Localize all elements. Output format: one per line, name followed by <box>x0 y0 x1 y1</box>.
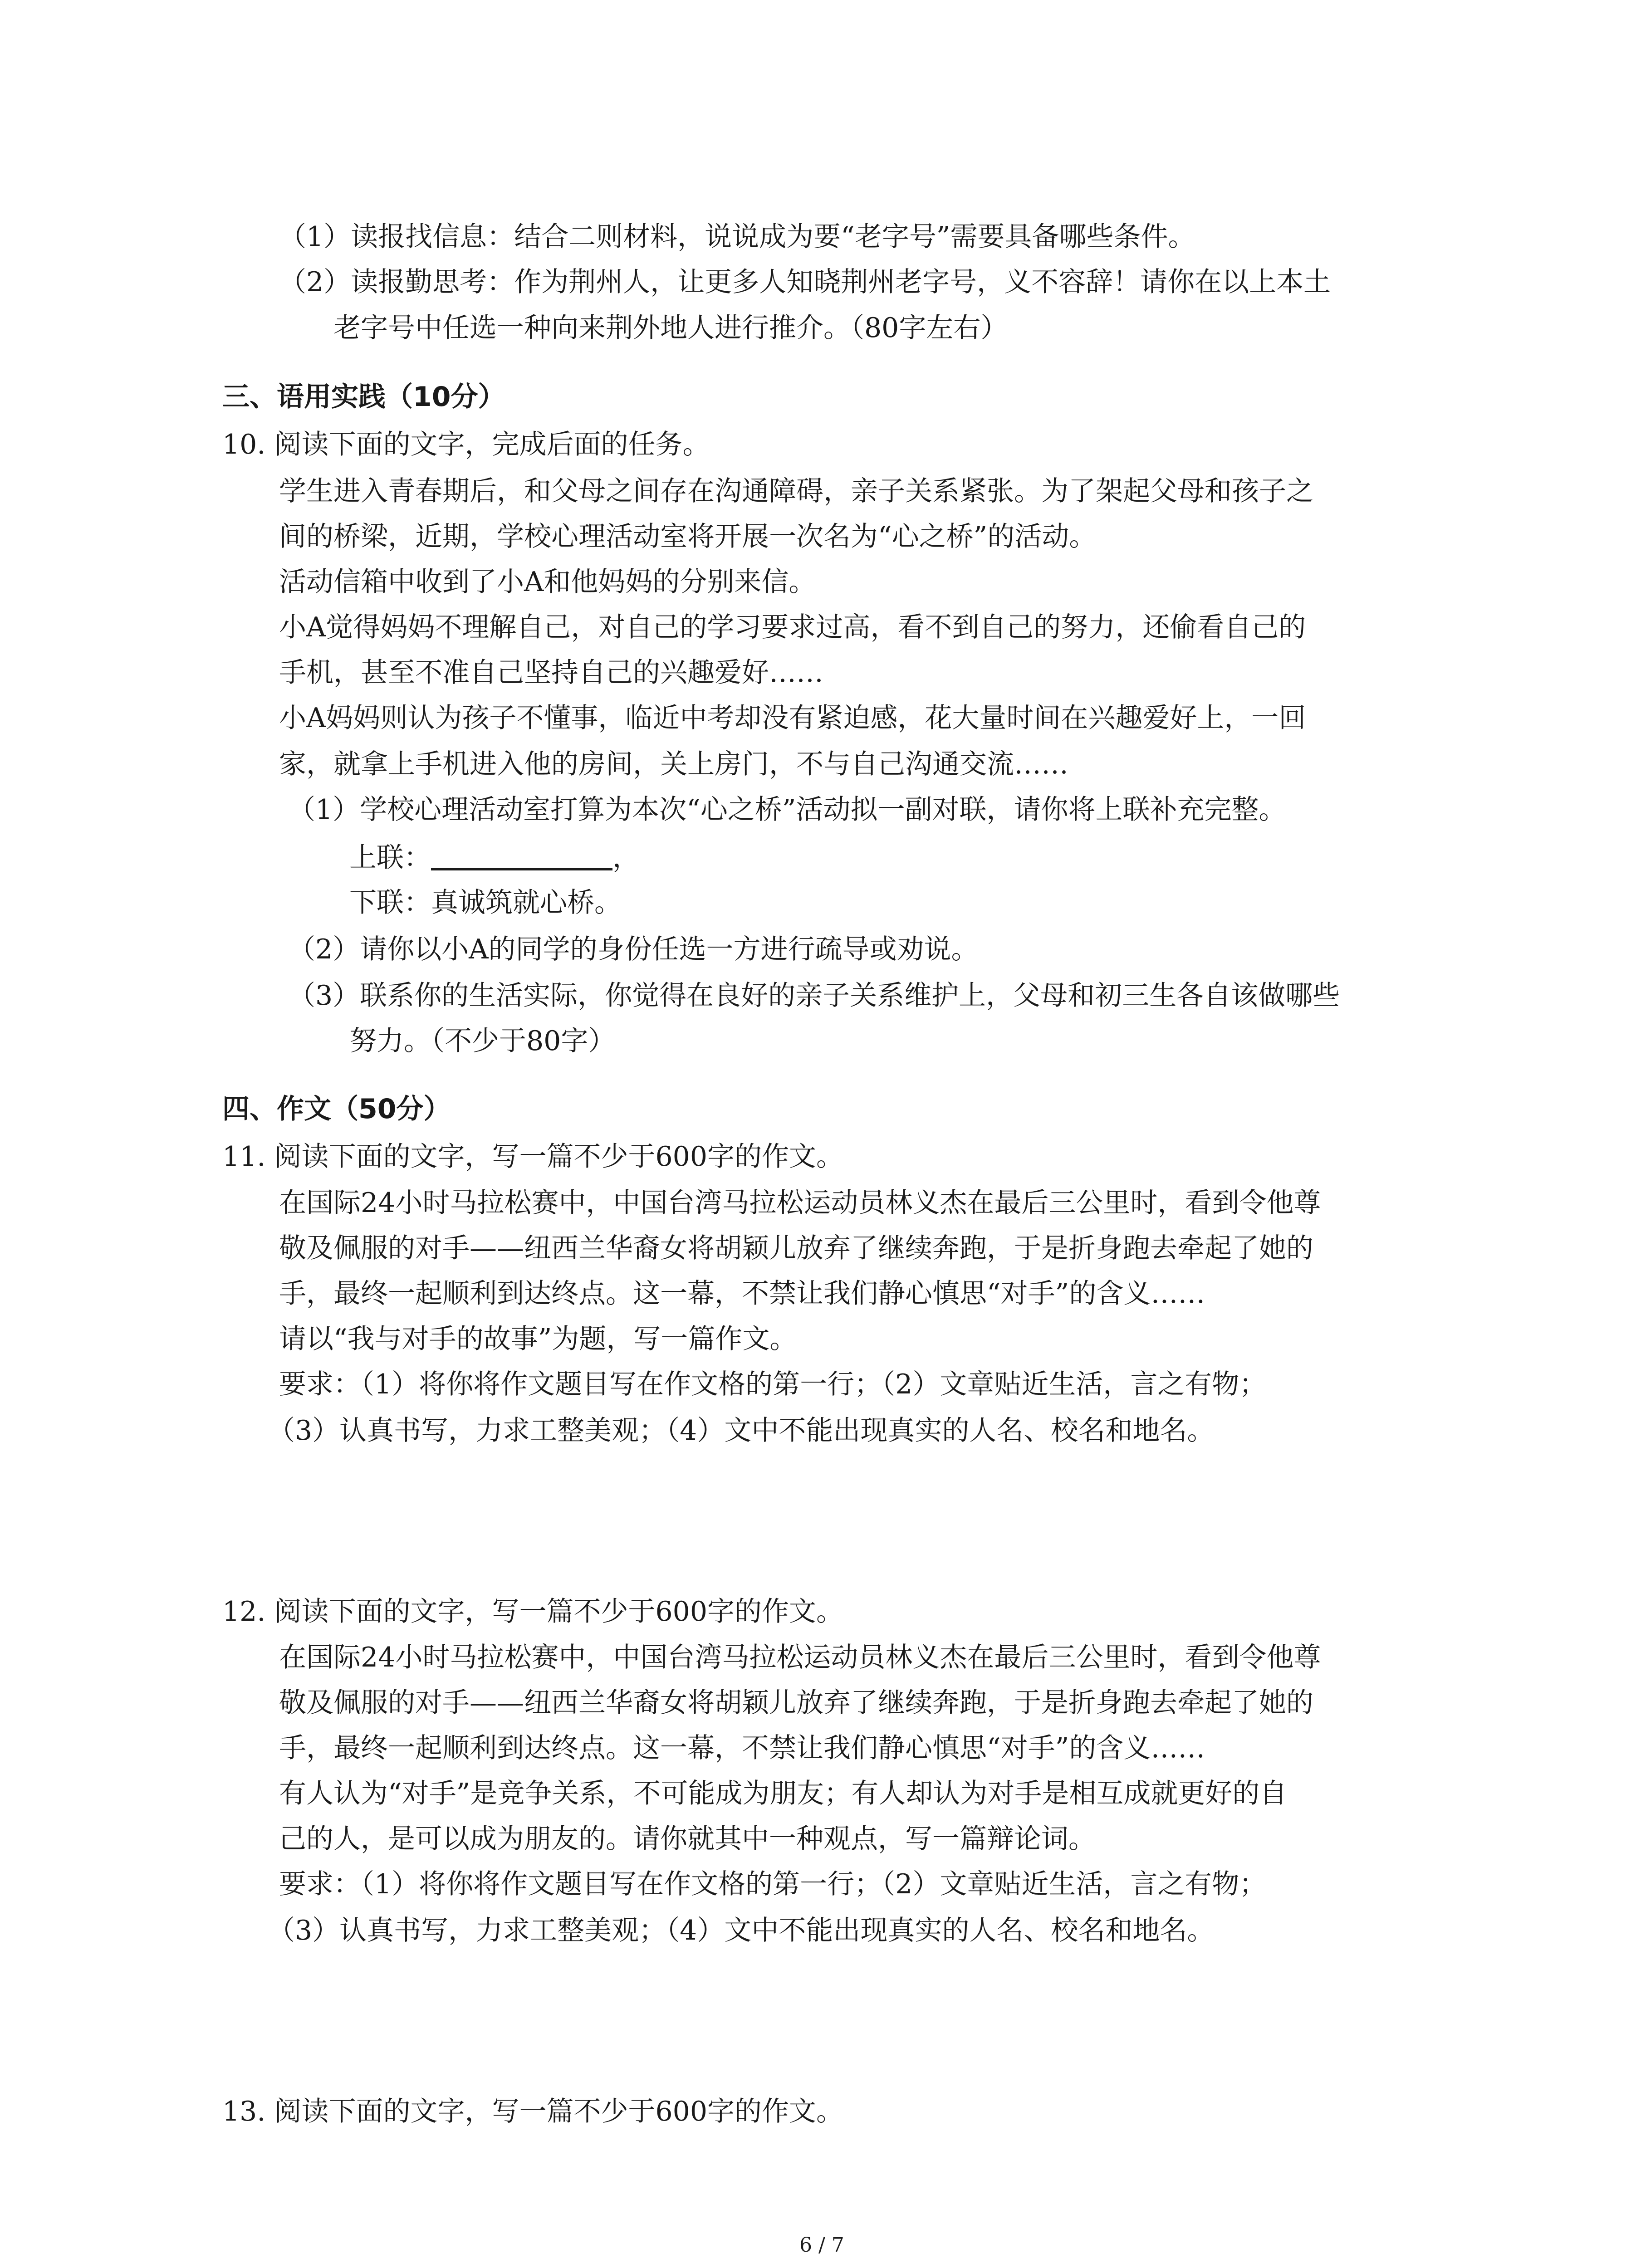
q12-line-1: 在国际24小时马拉松赛中，中国台湾马拉松运动员林义杰在最后三公里时，看到令他尊 <box>279 1642 1321 1673</box>
q11-line-3: 手，最终一起顺利到达终点。这一幕，不禁让我们静心慎思“对手”的含义…… <box>279 1278 1205 1310</box>
section-4-heading: 四、作文（50分） <box>222 1093 451 1125</box>
q10-para-1-line-2: 间的桥梁，近期，学校心理活动室将开展一次名为“心之桥”的活动。 <box>279 521 1097 552</box>
upper-couplet-blank[interactable] <box>431 843 612 870</box>
q10-para-2: 活动信箱中收到了小A和他妈妈的分别来信。 <box>279 566 816 598</box>
q9-subquestion-2-line-2: 老字号中任选一种向来荆外地人进行推介。（80字左右） <box>333 312 1008 344</box>
q9-subquestion-2-line-1: （2）读报勤思考：作为荆州人，让更多人知晓荆州老字号，义不容辞！请你在以上本土 <box>279 266 1331 298</box>
q12-line-3: 手，最终一起顺利到达终点。这一幕，不禁让我们静心慎思“对手”的含义…… <box>279 1732 1205 1764</box>
q10-para-3-line-2: 手机，甚至不准自己坚持自己的兴趣爱好…… <box>279 657 823 689</box>
q12-line-2: 敬及佩服的对手——纽西兰华裔女将胡颖儿放弃了继续奔跑，于是折身跑去牵起了她的 <box>279 1687 1313 1719</box>
q9-subquestion-1: （1）读报找信息：结合二则材料，说说成为要“老字号”需要具备哪些条件。 <box>279 221 1195 253</box>
q10-subquestion-3-line-1: （3）联系你的生活实际，你觉得在良好的亲子关系维护上，父母和初三生各自该做哪些 <box>288 980 1340 1012</box>
q11-stem: 11. 阅读下面的文字，写一篇不少于600字的作文。 <box>222 1141 844 1173</box>
q10-stem: 10. 阅读下面的文字，完成后面的任务。 <box>222 429 710 460</box>
q10-subquestion-2: （2）请你以小A的同学的身份任选一方进行疏导或劝说。 <box>288 934 979 965</box>
section-3-heading: 三、语用实践（10分） <box>222 381 505 413</box>
q12-requirements-line-2: （3）认真书写，力求工整美观；（4）文中不能出现真实的人名、校名和地名。 <box>268 1915 1215 1946</box>
q10-para-4-line-1: 小A妈妈则认为孩子不懂事，临近中考却没有紧迫感，花大量时间在兴趣爱好上，一回 <box>279 702 1306 734</box>
q12-line-4: 有人认为“对手”是竞争关系，不可能成为朋友；有人却认为对手是相互成就更好的自 <box>279 1778 1287 1809</box>
q10-para-3-line-1: 小A觉得妈妈不理解自己，对自己的学习要求过高，看不到自己的努力，还偷看自己的 <box>279 611 1306 643</box>
q10-para-4-line-2: 家，就拿上手机进入他的房间，关上房门，不与自己沟通交流…… <box>279 748 1068 780</box>
q13-stem: 13. 阅读下面的文字，写一篇不少于600字的作文。 <box>222 2096 844 2127</box>
q12-line-5: 己的人，是可以成为朋友的。请你就其中一种观点，写一篇辩论词。 <box>279 1823 1096 1855</box>
q11-requirements-line-2: （3）认真书写，力求工整美观；（4）文中不能出现真实的人名、校名和地名。 <box>268 1415 1215 1447</box>
upper-couplet-label: 上联： <box>349 842 431 874</box>
q10-para-1-line-1: 学生进入青春期后，和父母之间存在沟通障碍，亲子关系紧张。为了架起父母和孩子之 <box>279 475 1313 507</box>
q11-line-2: 敬及佩服的对手——纽西兰华裔女将胡颖儿放弃了继续奔跑，于是折身跑去牵起了她的 <box>279 1232 1313 1264</box>
q11-line-4: 请以“我与对手的故事”为题，写一篇作文。 <box>279 1323 797 1355</box>
q11-line-1: 在国际24小时马拉松赛中，中国台湾马拉松运动员林义杰在最后三公里时，看到令他尊 <box>279 1187 1321 1219</box>
lower-couplet: 下联：真诚筑就心桥。 <box>349 887 622 919</box>
q12-stem: 12. 阅读下面的文字，写一篇不少于600字的作文。 <box>222 1596 844 1628</box>
page-number: 6 / 7 <box>799 2234 844 2257</box>
upper-couplet-line <box>349 842 640 874</box>
q10-subquestion-3-line-2: 努力。（不少于80字） <box>349 1025 616 1057</box>
q12-requirements-line-1: 要求：（1）将你将作文题目写在作文格的第一行；（2）文章贴近生活，言之有物； <box>279 1868 1267 1900</box>
q10-subquestion-1: （1）学校心理活动室打算为本次“心之桥”活动拟一副对联，请你将上联补充完整。 <box>288 794 1286 826</box>
q11-requirements-line-1: 要求：（1）将你将作文题目写在作文格的第一行；（2）文章贴近生活，言之有物； <box>279 1369 1267 1400</box>
upper-couplet-comma: ， <box>612 842 640 874</box>
